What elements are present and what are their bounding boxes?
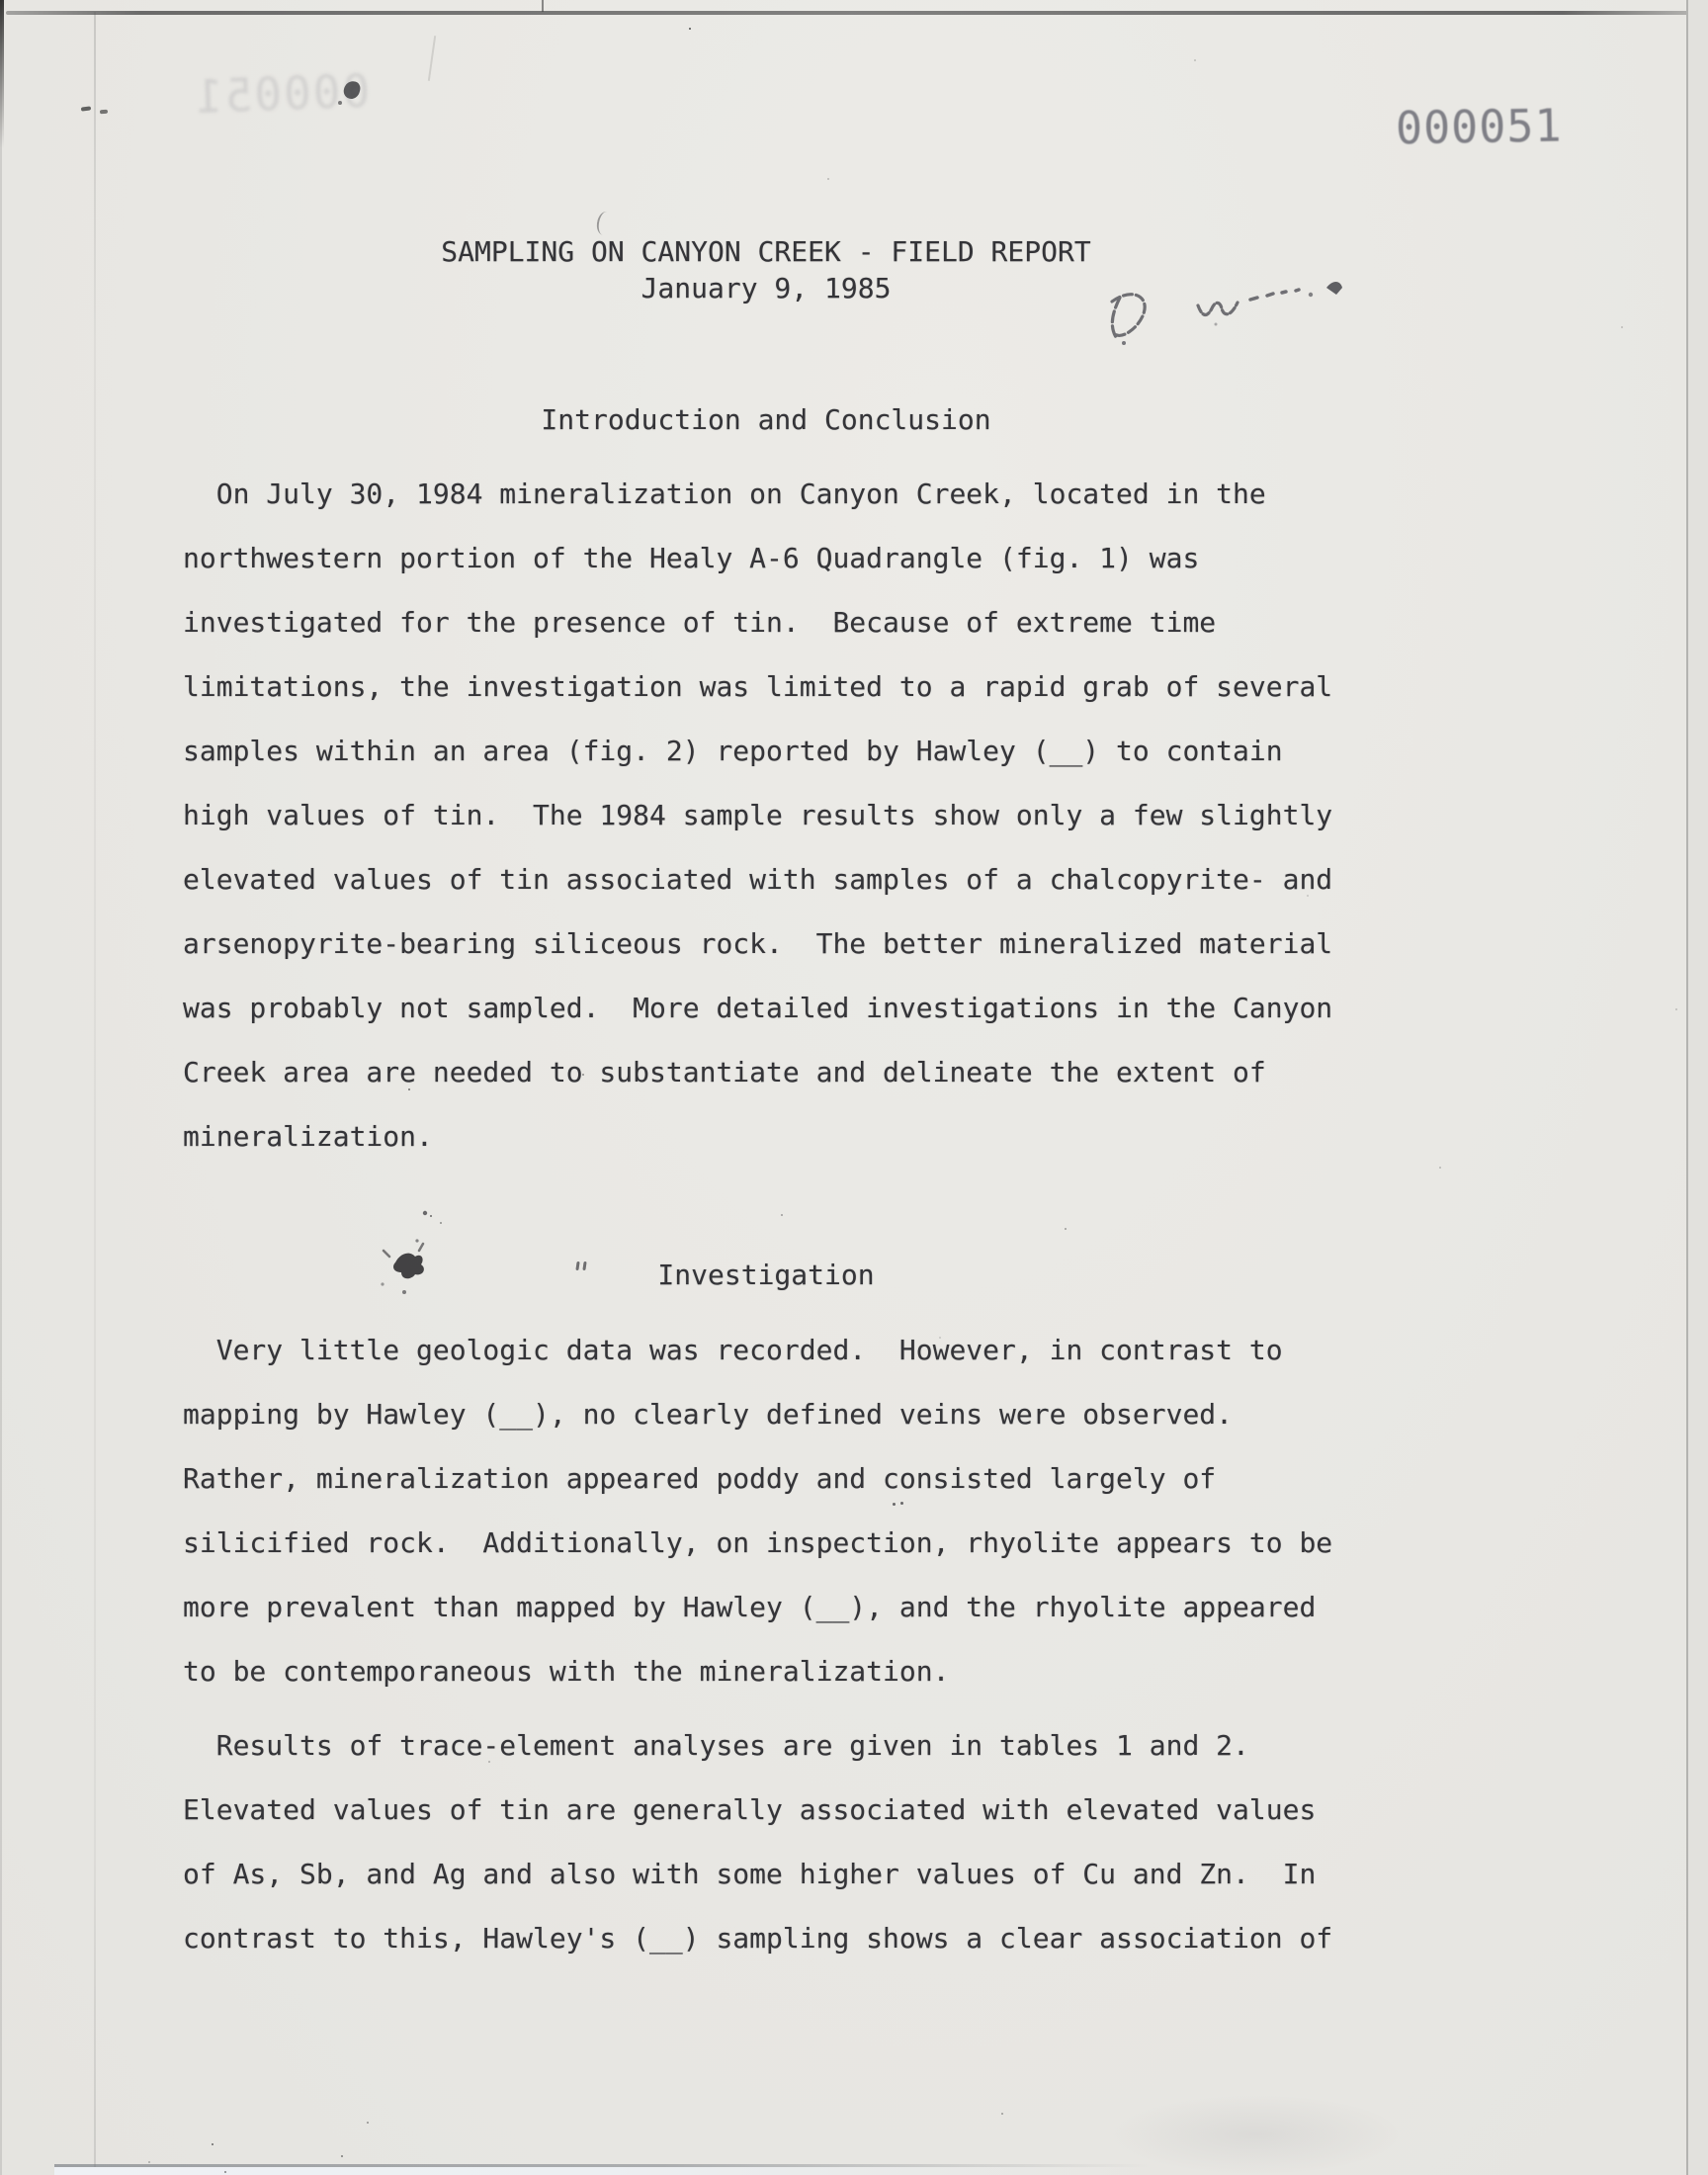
section-heading-introduction: Introduction and Conclusion: [541, 403, 991, 436]
page-left-edge: [0, 0, 2, 2175]
text-line: arsenopyrite-bearing siliceous rock. The better mineralized material: [183, 927, 1333, 960]
text-line: investigated for the presence of tin. Because of extreme time: [183, 606, 1217, 639]
page-number-stamp: 000051: [1395, 99, 1564, 155]
paper-fold-line: [94, 12, 96, 2175]
text-line: samples within an area (fig. 2) reported by Hawley (__) to contain: [183, 735, 1283, 767]
text-line: of As, Sb, and Ag and also with some higher values of Cu and Zn. In: [183, 1858, 1317, 1890]
text-line: more prevalent than mapped by Hawley (__), and the rhyolite appeared: [183, 1591, 1317, 1623]
section-heading-investigation: Investigation: [657, 1259, 875, 1291]
text-line: northwestern portion of the Healy A-6 Quadrangle (fig. 1) was: [183, 542, 1200, 574]
text-line: silicified rock. Additionally, on inspection, rhyolite appears to be: [183, 1526, 1333, 1559]
page-top-edge: [6, 11, 1698, 15]
text-line: Rather, mineralization appeared poddy and consisted largely of: [183, 1462, 1217, 1495]
text-line: mineralization.: [183, 1120, 433, 1153]
paragraph-investigation-2: [183, 1713, 1349, 1970]
text-line: On July 30, 1984 mineralization on Canyon Creek, located in the: [183, 478, 1266, 510]
page-left-edge-shadow: [0, 0, 4, 148]
text-line: high values of tin. The 1984 sample results show only a few slightly: [183, 799, 1333, 831]
ghost-page-number-stamp: 000051: [193, 63, 372, 125]
text-line: to be contemporaneous with the mineralization.: [183, 1655, 950, 1688]
paper-specks: [0, 0, 2, 2]
text-line: Very little geologic data was recorded. However, in contrast to: [183, 1334, 1283, 1366]
paragraph-introduction: [183, 462, 1349, 1169]
text-line: limitations, the investigation was limited to a rapid grab of several: [183, 670, 1333, 703]
ink-mark: [81, 106, 91, 111]
scan-artifact-tick: [542, 0, 544, 12]
document-date: January 9, 1985: [640, 272, 892, 304]
page-bottom-strip: [54, 2167, 1152, 2175]
scan-scratch: [428, 36, 436, 81]
paragraph-investigation-1: [183, 1318, 1349, 1703]
page-right-edge: [1686, 0, 1708, 2175]
text-line: contrast to this, Hawley's (__) sampling shows a clear association of: [183, 1922, 1333, 1955]
document-title: SAMPLING ON CANYON CREEK - FIELD REPORT: [441, 235, 1091, 268]
text-line: mapping by Hawley (__), no clearly defined veins were observed.: [183, 1398, 1234, 1431]
text-line: Creek area are needed to substantiate and delineate the extent of: [183, 1056, 1266, 1088]
ink-mark: [100, 110, 108, 115]
text-line: Elevated values of tin are generally associated with elevated values: [183, 1793, 1317, 1826]
text-line: elevated values of tin associated with samples of a chalcopyrite- and: [183, 863, 1333, 896]
text-line: Results of trace-element analyses are given in tables 1 and 2.: [183, 1729, 1249, 1762]
text-line: was probably not sampled. More detailed investigations in the Canyon: [183, 992, 1333, 1024]
scan-shadow: [1107, 2094, 1404, 2175]
